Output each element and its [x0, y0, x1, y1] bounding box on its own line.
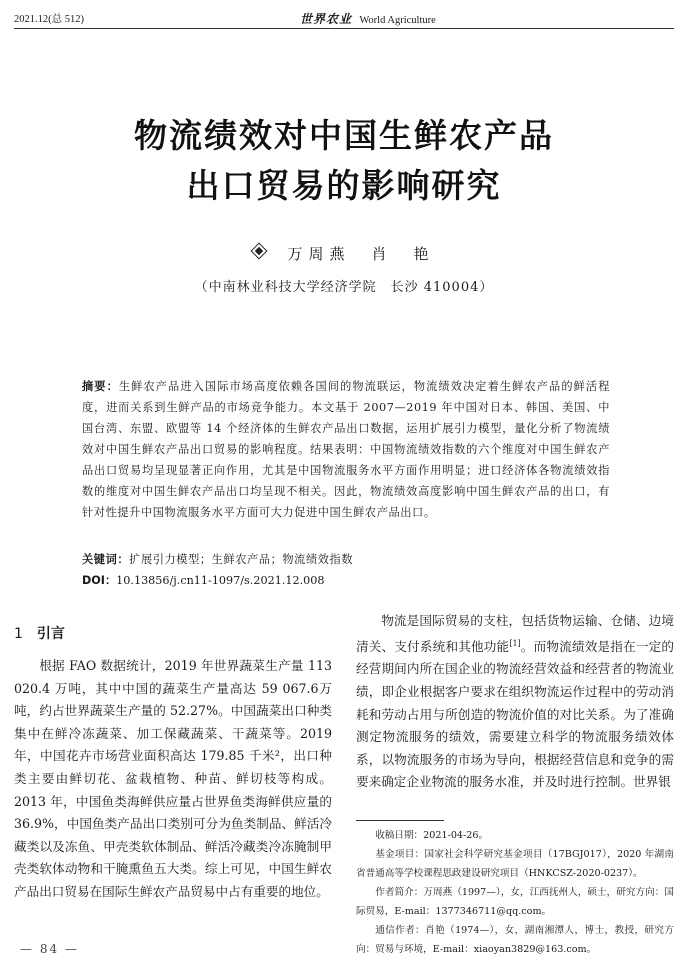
abstract-label: 摘要： — [82, 380, 119, 393]
keywords-label: 关键词： — [82, 553, 130, 566]
doi-value: 10.13856/j.cn11-1097/s.2021.12.008 — [116, 574, 325, 587]
footnotes — [356, 826, 674, 959]
section-title: 引言 — [36, 626, 65, 642]
authors — [0, 243, 688, 264]
section-number: 1 — [14, 626, 23, 642]
journal-name — [300, 10, 436, 27]
keywords-text: 扩展引力模型；生鲜农产品；物流绩效指数 — [129, 553, 354, 566]
logistics-text-b: 。而物流绩效是指在一定的经营期间内所在国企业的物流经营效益和经营者的物流业绩，即企业根据客户要求在组织物流运作过程中的劳动消耗和劳动占用与所创造的物流价值的对比关系。为了准确测定物流服务的绩效，需要建立科学的物流服务绩效体系，以物流服务的市场为导向，根据经营信息和竞争的需要来确定企业物流的服务水准，并及时进行控制。世界银 — [356, 638, 674, 790]
intro-paragraph: 根据 FAO 数据统计，2019 年世界蔬菜生产量 113 020.4 万吨，其中中国的蔬菜生产量高达 59 067.6万吨，约占世界蔬菜生产量的 52.27%。中国蔬菜出口种类集中在鲜冷冻蔬菜、加工保藏蔬菜、干蔬菜等。2019 年，中国花卉市场营业面积高达 179.85 千米²，出口种类主要由鲜切花、盆栽植物、种苗、鲜切枝等构成。2013 年，中国鱼类海鲜供应量占世界鱼类海鲜供应量的 36.9%，中国鱼类产品出口类别可分为鱼类制品、鲜活冷藏类以及冻鱼、甲壳类软体制品、鲜活冷藏类冷冻腌制甲壳类软体动物和干腌熏鱼五大类。综上可见，中国生鲜农产品出口贸易在国际生鲜农产品贸易中占有重要的地位。 — [14, 658, 332, 899]
section-heading — [14, 623, 65, 643]
author-names: 万周燕 肖 艳 — [287, 245, 435, 263]
issue-label: 2021.12(总 512) — [14, 14, 84, 25]
keywords — [82, 551, 353, 567]
page-number: — 84 — — [20, 942, 79, 956]
footnote-corresponding: 通信作者：肖艳（1974—），女，湖南湘潭人，博士，教授，研究方向：贸易与环境，E-mail：xiaoyan3829@163.com。 — [356, 925, 674, 955]
footnote-fund: 基金项目：国家社会科学研究基金项目（17BGJ017），2020 年湖南省普通高等学校课程思政建设研究项目（HNKCSZ-2020-0237）。 — [356, 849, 674, 879]
abstract — [82, 376, 610, 523]
logistics-paragraph — [356, 610, 674, 794]
logistics-text-a: 物流是国际贸易的支柱，包括货物运输、仓储、边境清关、支付系统和其他功能 — [356, 613, 674, 654]
title-line-1: 物流绩效对中国生鲜农产品 — [134, 116, 554, 155]
footnote-received: 收稿日期：2021-04-26。 — [375, 830, 489, 841]
doi-label: DOI： — [82, 574, 117, 587]
footnote-divider — [356, 820, 444, 821]
diamond-icon — [251, 243, 268, 260]
running-header — [14, 8, 674, 29]
right-column — [356, 610, 674, 794]
affiliation: （中南林业科技大学经济学院 长沙 410004） — [194, 280, 494, 295]
journal-name-en: World Agriculture — [359, 15, 436, 26]
left-column — [14, 655, 332, 904]
journal-name-cn: 世界农业 — [300, 12, 353, 26]
citation-ref[interactable]: [1] — [509, 638, 521, 648]
abstract-text: 生鲜农产品进入国际市场高度依赖各国间的物流联运，物流绩效决定着生鲜农产品的鲜活程度，进而关系到生鲜产品的市场竞争能力。本文基于 2007—2019 年中国对日本、韩国、美国、中国台湾、东盟、欧盟等 14 个经济体的生鲜农产品出口数据，运用扩展引力模型，量化分析了物流绩效对中国生鲜农产品出口贸易的影响程度。结果表明：中国物流绩效指数的六个维度对中国生鲜农产品出口贸易均呈现显著正向作用，尤其是中国物流服务水平方面作用明显；进口经济体各物流绩效指数的维度对中国生鲜农产品出口均呈现不相关。因此，物流绩效高度影响中国生鲜农产品的出口，有针对性提升中国物流服务水平方面可大力促进中国生鲜农产品出口。 — [82, 380, 610, 519]
footnote-author: 作者简介：万周燕（1997—），女，江西抚州人，硕士，研究方向：国际贸易，E-mail：1377346711@qq.com。 — [356, 887, 674, 917]
title-line-2: 出口贸易的影响研究 — [186, 166, 502, 205]
doi — [82, 572, 325, 588]
